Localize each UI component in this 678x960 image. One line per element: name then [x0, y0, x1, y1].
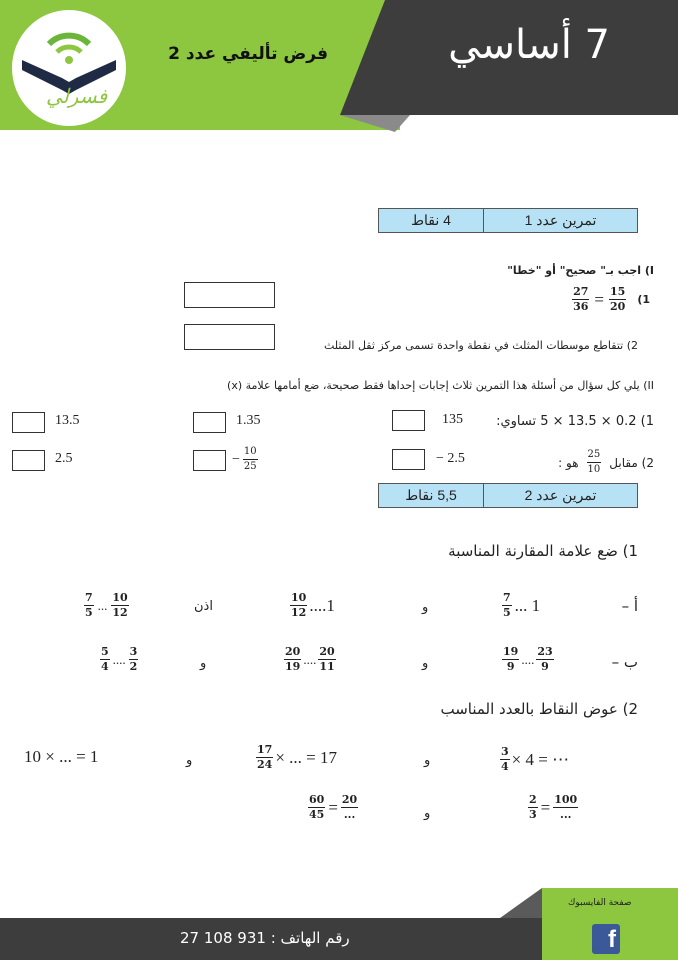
expr: × 4 = ⋯ — [511, 749, 570, 769]
fraction: $\frac{25}{10}$ — [587, 449, 601, 475]
row-a-item2 — [290, 592, 335, 619]
fraction: $\frac{10}{12}$ — [112, 591, 128, 619]
fraction: $\frac{20}{11}$ — [319, 645, 335, 673]
row-b-item3 — [100, 646, 138, 673]
mcq2-checkbox3[interactable] — [12, 450, 45, 471]
facebook-icon[interactable] — [592, 924, 620, 954]
and-label: و — [422, 656, 429, 671]
blank: .... — [303, 651, 317, 667]
exercise2-header — [378, 483, 638, 508]
row-b-label: ب – — [611, 653, 638, 671]
fill-expr4: $\frac{2}{3}$ = $\frac{100}{...}$ — [529, 793, 578, 821]
footer-shapes — [0, 880, 678, 960]
and-label: و — [186, 753, 193, 768]
fill-title: 2) عوض النقاط بالعدد المناسب — [440, 700, 638, 718]
q-number: (1 — [637, 293, 650, 306]
phone-number: رقم الهاتف : 931 108 27 — [180, 929, 350, 947]
equals: = — [594, 289, 604, 309]
row-b-item1 — [502, 646, 554, 673]
fraction: $\frac{7}{5}$ — [503, 591, 511, 619]
expr: ....1 — [309, 595, 335, 615]
mcq2-option2 — [232, 446, 258, 473]
blank: .... — [112, 651, 126, 667]
part1-instruction: I) اجب بـ" صحيح" أو "خطا" — [507, 264, 654, 277]
mcq2-prompt-b: هو : — [558, 455, 579, 470]
fraction: $\frac{5}{4}$ — [101, 645, 109, 673]
fill-expr5: $\frac{60}{45}$ = $\frac{20}{...}$ — [309, 793, 358, 821]
and-label: و — [424, 806, 431, 821]
row-a-item1 — [502, 592, 540, 619]
fill-expr1 — [500, 746, 569, 773]
fraction: $\frac{17}{24}$ — [257, 743, 273, 771]
mcq1-checkbox2[interactable] — [193, 412, 226, 433]
and-label: و — [424, 753, 431, 768]
mcq2-prompt — [558, 449, 654, 476]
expr: ... 1 — [514, 595, 541, 615]
fill-expr2 — [256, 744, 337, 771]
fraction: $\frac{2}{3}$ — [529, 793, 537, 821]
fraction: $\frac{19}{9}$ — [503, 645, 519, 673]
exercise2-label: تمرين عدد 2 — [483, 484, 637, 507]
row-a-label: أ – — [621, 597, 638, 615]
mcq2-option1: − 2.5 — [436, 451, 465, 466]
grade-title: 7 أساسي — [448, 22, 610, 68]
row-b-item2 — [284, 646, 336, 673]
mcq2-option3: 2.5 — [55, 451, 73, 466]
exam-title: فرض تأليفي عدد 2 — [168, 44, 328, 64]
logo-text: فسرلي — [46, 84, 108, 108]
blank: ... — [97, 597, 108, 613]
answer-box-q2[interactable] — [184, 324, 275, 350]
part2-instruction: II) يلي كل سؤال من أسئلة هذا التمرين ثلاث إجابات إحداها فقط صحيحة، ضع أمامها علامة (x) — [227, 379, 654, 392]
mcq1-checkbox1[interactable] — [392, 410, 425, 431]
blank: .... — [521, 651, 535, 667]
fraction: $\frac{10}{25}$ — [243, 446, 257, 472]
fraction: $\frac{60}{45}$ — [309, 793, 325, 821]
mcq1-option2: 1.35 — [236, 413, 261, 428]
exercise1-label: تمرين عدد 1 — [483, 209, 637, 232]
exercise1-header — [378, 208, 638, 233]
and-label: و — [422, 600, 429, 615]
fraction: $\frac{3}{4}$ — [501, 745, 509, 773]
fraction: $\frac{27}{36}$ — [573, 285, 589, 313]
fraction: $\frac{3}{2}$ — [129, 645, 138, 673]
part1-q1 — [572, 286, 650, 313]
fill-expr3: 10 × ... = 1 — [24, 747, 99, 766]
fraction: $\frac{10}{12}$ — [291, 591, 307, 619]
then-label: اذن — [194, 599, 213, 614]
fraction: $\frac{23}{9}$ — [537, 645, 553, 673]
fraction: $\frac{7}{5}$ — [85, 591, 93, 619]
mcq2-checkbox2[interactable] — [193, 450, 226, 471]
answer-box-q1[interactable] — [184, 282, 275, 308]
minus: − — [232, 451, 240, 467]
facebook-glyph: f — [608, 926, 616, 953]
fraction: $\frac{20}{19}$ — [285, 645, 301, 673]
expr: × ... = 17 — [275, 747, 337, 767]
fraction: $\frac{20}{...}$ — [341, 793, 358, 821]
mcq1-checkbox3[interactable] — [12, 412, 45, 433]
mcq2-checkbox1[interactable] — [392, 449, 425, 470]
part1-q2: 2) تتقاطع موسطات المثلث في نقطة واحدة تسمى مركز ثقل المثلث — [323, 339, 638, 352]
mcq1-prompt: 1) 0.2 × 13.5 × 5 تساوي: — [496, 414, 654, 429]
mcq1-option3: 13.5 — [55, 413, 80, 428]
book-wifi-icon — [12, 10, 126, 126]
row-a-item3 — [84, 592, 129, 619]
facebook-label: صفحة الفايسبوك — [568, 898, 632, 908]
compare-title: 1) ضع علامة المقارنة المناسبة — [448, 542, 638, 560]
logo — [12, 10, 126, 126]
mcq1-option1: 135 — [442, 412, 463, 427]
fraction: $\frac{100}{...}$ — [554, 793, 578, 821]
fraction: $\frac{15}{20}$ — [610, 285, 626, 313]
mcq2-prompt-a: 2) مقابل — [609, 455, 654, 470]
exercise1-points: 4 نقاط — [411, 212, 451, 228]
and-label: و — [200, 656, 207, 671]
exercise2-points: 5,5 نقاط — [405, 487, 457, 503]
